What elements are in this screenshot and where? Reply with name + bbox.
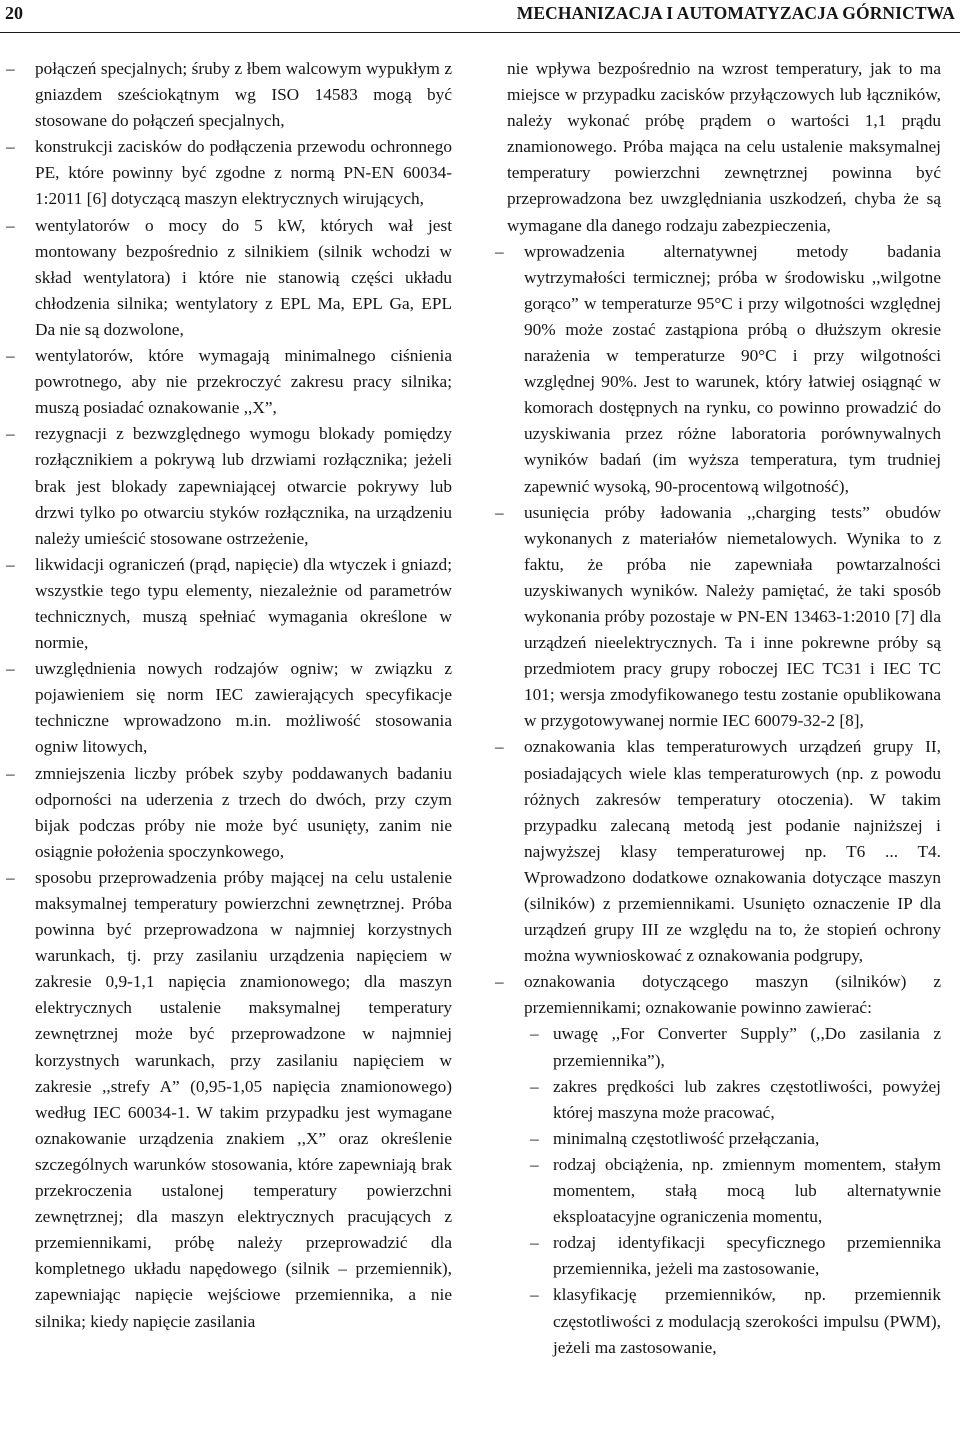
list-dash: – — [6, 424, 15, 444]
paragraph-text: rodzaj obciążenia, np. zmiennym momentem, stałym momentem, stałą mocą lub alternatywnie eksploatacyjne ograniczenia momentu, — [553, 1154, 941, 1227]
list-dash: – — [6, 659, 15, 679]
list-item — [495, 734, 941, 969]
list-item — [6, 761, 452, 865]
list-dash: – — [6, 763, 15, 783]
list-item — [6, 656, 452, 760]
list-dash: – — [6, 137, 15, 157]
paragraph-text: zakres prędkości lub zakres częstotliwości, powyżej której maszyna może pracować, — [553, 1076, 941, 1122]
paragraph-text: zmniejszenia liczby próbek szyby poddawanych badaniu odporności na uderzenia z trzech do dwóch, przy czym bijak podczas próby nie może być usunięty, zanim nie osiągnie położenia spoczynkowego, — [35, 763, 452, 861]
list-dash: – — [530, 1285, 539, 1305]
list-dash: – — [530, 1154, 539, 1174]
list-dash: – — [530, 1076, 539, 1096]
list-dash: – — [495, 241, 504, 261]
paragraph-text: usunięcia próby ładowania ,,charging tests” obudów wykonanych z materiałów niemetalowych. Wynika to z faktu, że próba nie zapewniała powtarzalności uzyskiwanych wyników. Należy pamiętać, że taki sposób wykonania próby pozostaje w PN-EN 13463-1:2010 [7] dla urządzeń nieelektrycznych. Ta i inne pokrewne próby są przedmiotem pracy grupy roboczej IEC TC31 i IEC TC 101; wersja zmodyfikowanego testu zostanie opublikowana w przygotowywanej normie IEC 60079-32-2 [8], — [524, 502, 941, 731]
list-item — [6, 213, 452, 343]
list-item — [495, 969, 941, 1021]
list-dash: – — [6, 554, 15, 574]
paragraph-text: rodzaj identyfikacji specyficznego przemiennika przemiennika, jeżeli ma zastosowanie, — [553, 1233, 941, 1279]
list-dash: – — [530, 1024, 539, 1044]
list-item — [6, 865, 452, 1335]
paragraph-text: rezygnacji z bezwzględnego wymogu blokady pomiędzy rozłącznikiem a pokrywą lub drzwiami rozłącznika; jeżeli brak jest blokady zapewniającej otwarcie pokrywy lub drzwi tylko po otwarciu styków rozłącznika, na urządzeniu należy umieścić stosowane ostrzeżenie, — [35, 424, 452, 548]
paragraph-text: wprowadzenia alternatywnej metody badania wytrzymałości termicznej; próba w środowisku ,,wilgotne gorąco” w temperaturze 95°C i przy wilgotności względnej 90% może zostać zastąpiona próbą o dłuższym okresie narażenia w temperaturze 90°C i przy wilgotności względnej 90%. Jest to warunek, który łatwiej osiągnąć w komorach dostępnych na rynku, co powinno prowadzić do uzyskiwania przez różne laboratoria porównywalnych wyników badań (im wyższa temperatura, tym trudniej zapewnić wysoką, 90-procentową wilgotność), — [524, 241, 941, 496]
list-dash: – — [530, 1128, 539, 1148]
list-dash: – — [495, 502, 504, 522]
list-dash: – — [6, 346, 15, 366]
paragraph-text: likwidacji ograniczeń (prąd, napięcie) dla wtyczek i gniazd; wszystkie tego typu elementy, niezależnie od parametrów technicznych, muszą spełniać wymagania określone w normie, — [35, 554, 452, 653]
page-header — [0, 0, 960, 30]
list-dash: – — [530, 1233, 539, 1253]
sub-list-item — [507, 1282, 941, 1360]
paragraph-text: oznakowania klas temperaturowych urządzeń grupy II, posiadających wiele klas temperaturowych (np. z powodu różnych zakresów temperatury otoczenia). W takim przypadku zalecaną metodą jest podanie najniższej i najwyższej klasy temperaturowej np. T6 ... T4. Wprowadzono dodatkowe oznakowania dotyczące maszyn (silników) z przemiennikami. Usunięto oznaczenie IP dla urządzeń grupy III ze względu na to, że stopień ochrony można wywnioskować z oznakowania podgrupy, — [524, 737, 941, 966]
paragraph-text: uwzględnienia nowych rodzajów ogniw; w związku z pojawieniem się norm IEC zawierających specyfikacje techniczne wprowadzono m.in. możliwość stosowania ogniw litowych, — [35, 659, 452, 757]
paragraph-text: oznakowania dotyczącego maszyn (silników) z przemiennikami; oznakowanie powinno zawierać: — [524, 972, 941, 1018]
list-item — [495, 500, 941, 735]
sub-list-item — [507, 1230, 941, 1282]
paragraph-text: uwagę ,,For Converter Supply” (,,Do zasilania z przemiennika”), — [553, 1024, 941, 1070]
sub-list-item — [507, 1152, 941, 1230]
list-dash: – — [6, 59, 15, 78]
paragraph — [507, 56, 941, 239]
list-dash: – — [495, 737, 504, 757]
list-dash: – — [6, 867, 15, 887]
page-number: 20 — [5, 3, 23, 23]
paragraph-text: klasyfikację przemienników, np. przemiennik częstotliwości z modulacją szerokości impulsu (PWM), jeżeli ma zastosowanie, — [553, 1285, 941, 1357]
list-item — [6, 56, 452, 134]
list-dash: – — [495, 972, 504, 992]
sub-list-item — [507, 1074, 941, 1126]
left-column — [6, 56, 452, 1335]
right-column — [495, 56, 941, 1361]
list-dash: – — [6, 215, 15, 235]
list-item — [6, 421, 452, 551]
header-rule — [0, 32, 960, 33]
paragraph-text: wentylatorów o mocy do 5 kW, których wał jest montowany bezpośrednio z silnikiem (silnik wchodzi w skład wentylatora) i które nie stanowią części układu chłodzenia silnika; wentylatory z EPL Ma, EPL Ga, EPL Da nie są dozwolone, — [35, 215, 452, 339]
paragraph-text: nie wpływa bezpośrednio na wzrost temperatury, jak to ma miejsce w przypadku zacisków przyłączowych lub łączników, należy wykonać próbę prądem o wartości 1,1 prądu znamionowego. Próba mająca na celu ustalenie maksymalnej temperatury powierzchni zewnętrznej powinna być przeprowadzona bez uwzględniania uszkodzeń, chyba że są wymagane dla danego rodzaju zabezpieczenia, — [507, 59, 941, 235]
paragraph-text: sposobu przeprowadzenia próby mającej na celu ustalenie maksymalnej temperatury powierzchni zewnętrznej. Próba powinna być przeprowadzona w najmniej korzystnych warunkach, tj. przy zasilaniu urządzenia napięciem w zakresie 0,9-1,1 napięcia znamionowego; dla maszyn elektrycznych ustalenie maksymalnej temperatury zewnętrznej może być przeprowadzone w najmniej korzystnych warunkach, przy zasilaniu napięciem w zakresie ,,strefy A” (0,95-1,05 napięcia znamionowego) według IEC 60034-1. W takim przypadku jest wymagane oznakowanie urządzenia znakiem ,,X” oraz określenie szczególnych warunków stosowania, które zapewniają brak przekroczenia ustalonej temperatury powierzchni zewnętrznej; dla maszyn elektrycznych pracujących z przemiennikami, próbę należy przeprowadzić dla kompletnego układu napędowego (silnik – przemiennik), zapewniając napięcie wejściowe przemiennika, a nie silnika; kiedy napięcie zasilania — [35, 867, 452, 1331]
sub-list-item — [507, 1126, 941, 1152]
paragraph-text: minimalną częstotliwość przełączania, — [553, 1128, 820, 1148]
sub-list-item — [507, 1021, 941, 1073]
journal-title: MECHANIZACJA I AUTOMATYZACJA GÓRNICTWA — [516, 3, 955, 23]
list-item — [6, 552, 452, 656]
paragraph-text: wentylatorów, które wymagają minimalnego ciśnienia powrotnego, aby nie przekroczyć zakresu pracy silnika; muszą posiadać oznakowanie ,,X”, — [35, 346, 452, 418]
paragraph-text: połączeń specjalnych; śruby z łbem walcowym wypukłym z gniazdem sześciokątnym wg ISO 14583 mogą być stosowane do połączeń specjalnych, — [35, 59, 452, 131]
list-item — [495, 239, 941, 500]
list-item — [6, 134, 452, 212]
list-item — [6, 343, 452, 421]
paragraph-text: konstrukcji zacisków do podłączenia przewodu ochronnego PE, które powinny być zgodne z normą PN-EN 60034-1:2011 [6] dotyczącą maszyn elektrycznych wirujących, — [35, 137, 452, 209]
